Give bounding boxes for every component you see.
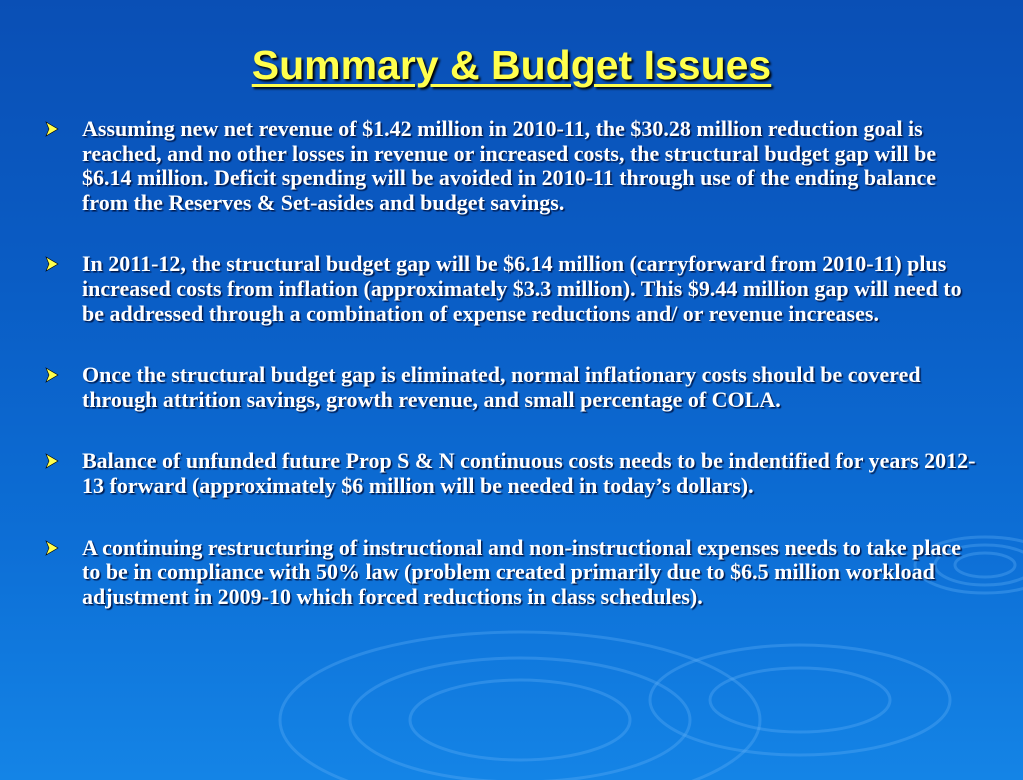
- bullet-item: [44, 252, 979, 326]
- bullet-item: [44, 363, 979, 412]
- arrow-bullet-icon: [44, 256, 60, 272]
- bullet-text: In 2011-12, the structural budget gap will be $6.14 million (carryforward from 2010-11) plus increased costs from inflation (approximately $3.3 million). This $9.44 million gap will need to be addressed through a combination of expense reductions and/ or revenue increases.: [82, 251, 962, 326]
- arrow-bullet-icon: [44, 540, 60, 556]
- bullet-text: A continuing restructuring of instructional and non-instructional expenses needs to take place to be in compliance with 50% law (problem created primarily due to $6.5 million workload adjustment in 2009-10 which forced reductions in class schedules).: [82, 534, 962, 609]
- arrow-bullet-icon: [44, 453, 60, 469]
- bullet-item: [44, 117, 979, 215]
- arrow-bullet-icon: [44, 367, 60, 383]
- bullet-text: Balance of unfunded future Prop S & N continuous costs needs to be indentified for years 2012-13 forward (approximately $6 million will be needed in today’s dollars).: [82, 448, 976, 498]
- bullet-text: Assuming new net revenue of $1.42 million in 2010-11, the $30.28 million reduction goal is reached, and no other losses in revenue or increased costs, the structural budget gap will be $6.14 million. Deficit spending will be avoided in 2010-11 through use of the ending balance from the Reserves & Set-asides and budget savings.: [82, 116, 937, 215]
- bullet-list: [44, 117, 979, 609]
- arrow-bullet-icon: [44, 121, 60, 137]
- slide-title: Summary & Budget Issues: [251, 42, 772, 88]
- bullet-item: [44, 536, 979, 610]
- bullet-item: [44, 449, 979, 498]
- bullet-text: Once the structural budget gap is eliminated, normal inflationary costs should be covered through attrition savings, growth revenue, and small percentage of COLA.: [82, 362, 921, 412]
